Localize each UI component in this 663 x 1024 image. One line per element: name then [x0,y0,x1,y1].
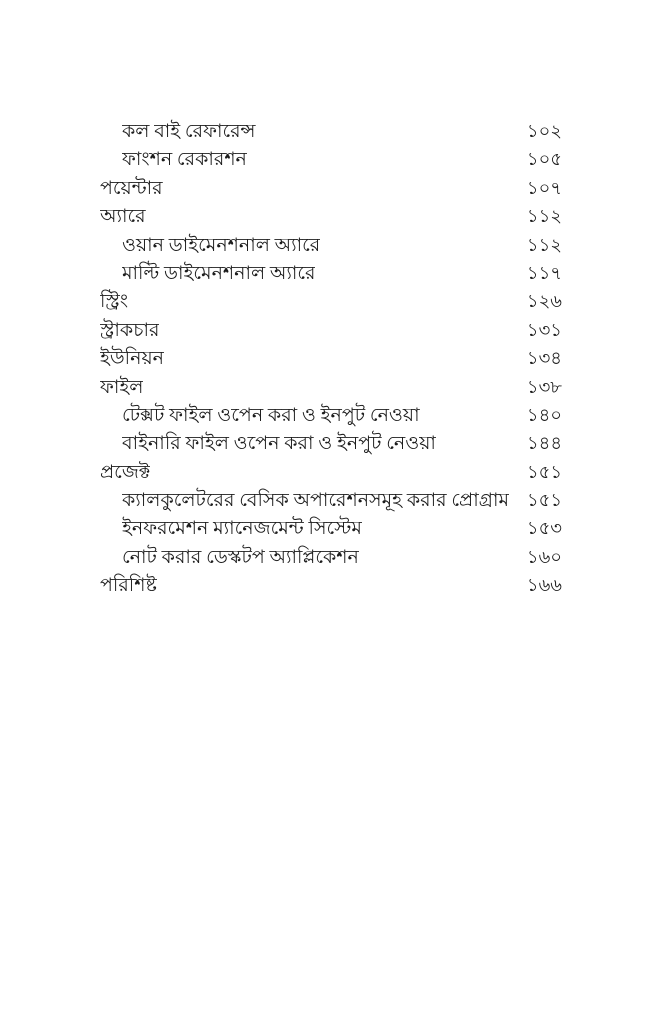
toc-entry-page-number: ১৫৩ [526,518,562,539]
toc-entry [100,202,562,230]
toc-entry [100,571,562,599]
toc-entry [100,344,562,372]
toc-entry-label: অ্যারে [100,206,146,228]
toc-entry-label: নোট করার ডেস্কটপ অ্যাপ্লিকেশন [122,546,359,568]
toc-entry-label: বাইনারি ফাইল ওপেন করা ও ইনপুট নেওয়া [122,433,436,455]
toc-entry-page-number: ১১২ [526,206,562,227]
toc-entry-page-number: ১০৭ [526,177,562,198]
toc-entry-label: ফাইল [100,376,144,398]
toc-entry-page-number: ১১২ [526,234,562,255]
toc-entry-label: মাল্টি ডাইমেনশনাল অ্যারে [122,262,316,284]
toc-entry-page-number: ১২৬ [526,291,562,312]
toc-entry-page-number: ১৩৪ [526,348,562,369]
toc-entry [100,373,562,401]
toc-entry-page-number: ১৩৮ [526,376,562,397]
toc-entry [100,117,562,145]
toc-entry-page-number: ১০৫ [526,149,562,170]
toc-entry [100,543,562,571]
toc-entry [100,231,562,259]
toc-entry [100,316,562,344]
toc-entry-label: ইউনিয়ন [100,348,164,370]
toc-entry-page-number: ১৬৬ [526,575,562,596]
toc-entry-page-number: ১১৭ [526,262,562,283]
toc-entry-label: কল বাই রেফারেন্স [122,121,256,142]
toc-entry-page-number: ১০২ [526,121,562,141]
toc-entry-page-number: ১৫১ [526,490,562,511]
toc-entry-page-number: ১৪০ [526,404,562,425]
toc-entry-label: স্ট্রিং [100,291,129,313]
toc-entry-label: টেক্সট ফাইল ওপেন করা ও ইনপুট নেওয়া [122,404,420,426]
toc-entry-label: ফাংশন রেকারশন [122,149,247,171]
toc-entry [100,287,562,315]
toc-entry-label: পরিশিষ্ট [100,575,157,597]
toc-entry-label: ওয়ান ডাইমেনশনাল অ্যারে [122,234,321,256]
toc-entry-page-number: ১৩১ [526,319,562,340]
toc-entry [100,145,562,173]
toc-entry-label: ক্যালকুলেটরের বেসিক অপারেশনসমূহ করার প্রোগ্রাম [122,490,510,512]
toc-entry [100,514,562,542]
toc-entry-label: ইনফরমেশন ম্যানেজমেন্ট সিস্টেম [122,518,362,540]
table-of-contents [100,117,562,600]
toc-entry-label: স্ট্রাকচার [100,319,160,341]
toc-entry-page-number: ১৪৪ [526,433,562,454]
toc-entry [100,458,562,486]
toc-entry [100,401,562,429]
toc-entry-page-number: ১৬০ [526,546,562,567]
toc-entry-label: পয়েন্টার [100,177,163,199]
toc-entry [100,486,562,514]
toc-entry [100,174,562,202]
toc-entry [100,429,562,457]
toc-entry-page-number: ১৫১ [526,461,562,482]
toc-entry-label: প্রজেক্ট [100,461,151,483]
toc-entry [100,259,562,287]
